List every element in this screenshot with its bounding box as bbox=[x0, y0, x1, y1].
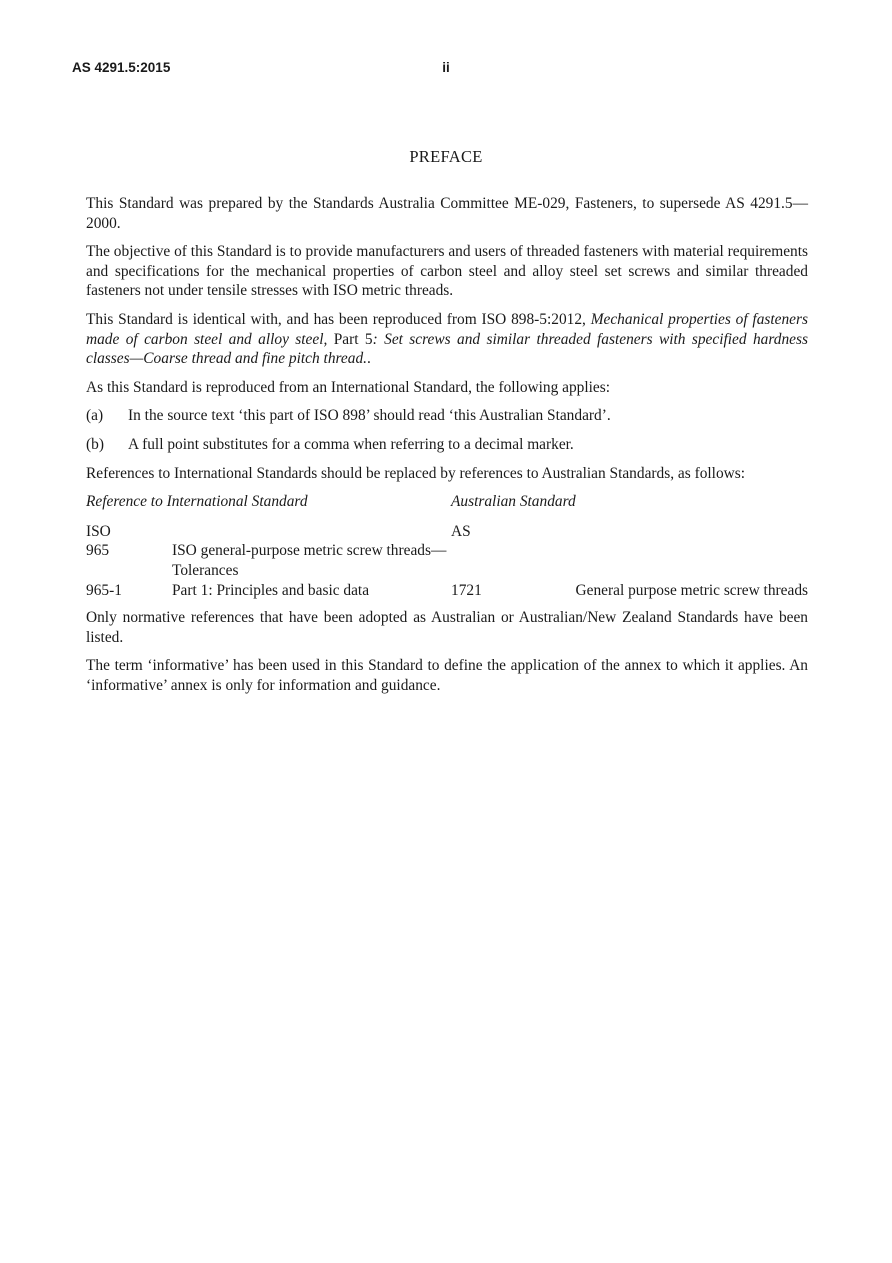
iso-subtitle: : Set screws and similar threaded fasteners with specified hardness classes—Coarse thread and fine pitch thread. bbox=[86, 330, 808, 368]
paragraph-applies: As this Standard is reproduced from an International Standard, the following applies: bbox=[86, 378, 611, 396]
table-row bbox=[86, 522, 808, 542]
as-number: 1721 bbox=[451, 581, 482, 599]
page-title: PREFACE bbox=[409, 147, 483, 166]
paragraph-references: References to International Standards should be replaced by references to Australian Standards, as follows: bbox=[86, 464, 746, 482]
paragraph-objective: The objective of this Standard is to provide manufacturers and users of threaded fasteners with material requirements and specifications for the mechanical properties of carbon steel and alloy steel set screws and similar threaded fasteners not under tensile stresses with ISO metric threads. bbox=[86, 243, 808, 300]
iso-title: Part 1: Principles and basic data bbox=[172, 581, 370, 599]
reference-table-header bbox=[86, 492, 808, 522]
list-item-text: A full point substitutes for a comma when referring to a decimal marker. bbox=[128, 435, 574, 453]
list-item-label: (a) bbox=[86, 407, 104, 425]
as-title bbox=[542, 541, 808, 580]
paragraph-identical bbox=[86, 310, 808, 369]
page-number: ii bbox=[442, 60, 450, 75]
list-item-label: (b) bbox=[86, 435, 104, 453]
preface-body bbox=[86, 194, 808, 704]
iso-title: Mechanical properties of fasteners made of carbon steel and alloy steel, bbox=[86, 310, 808, 348]
iso-title bbox=[172, 522, 451, 542]
paragraph-normative: Only normative references that have been adopted as Australian or Australian/New Zealand Standards have been listed. bbox=[86, 609, 808, 646]
identical-end: . bbox=[367, 350, 371, 368]
list-item bbox=[86, 435, 808, 455]
paragraph-committee: This Standard was prepared by the Standards Australia Committee ME-029, Fasteners, to supersede AS 4291.5—2000. bbox=[86, 195, 808, 232]
header-australian: Australian Standard bbox=[451, 493, 576, 511]
paragraph-informative: The term ‘informative’ has been used in this Standard to define the application of the annex to which it applies. An ‘informative’ annex is only for information and guidance. bbox=[86, 657, 808, 694]
list-item bbox=[86, 406, 808, 426]
table-row bbox=[86, 581, 808, 601]
iso-part: Part 5 bbox=[327, 330, 373, 348]
iso-number: 965 bbox=[86, 542, 110, 560]
iso-number: ISO bbox=[86, 522, 111, 540]
as-title: General purpose metric screw threads bbox=[575, 581, 808, 599]
header-international: Reference to International Standard bbox=[86, 493, 308, 511]
table-row bbox=[86, 541, 808, 580]
list-item-text: In the source text ‘this part of ISO 898’ should read ‘this Australian Standard’. bbox=[128, 407, 611, 425]
as-number bbox=[451, 541, 542, 580]
identical-intro: This Standard is identical with, and has been reproduced from ISO 898-5:2012, bbox=[86, 310, 591, 328]
iso-title: ISO general-purpose metric screw threads—Tolerances bbox=[172, 542, 447, 579]
iso-number: 965-1 bbox=[86, 581, 122, 599]
as-title bbox=[542, 522, 808, 542]
as-number: AS bbox=[451, 522, 471, 540]
document-number: AS 4291.5:2015 bbox=[72, 60, 171, 75]
reference-table bbox=[86, 492, 808, 600]
